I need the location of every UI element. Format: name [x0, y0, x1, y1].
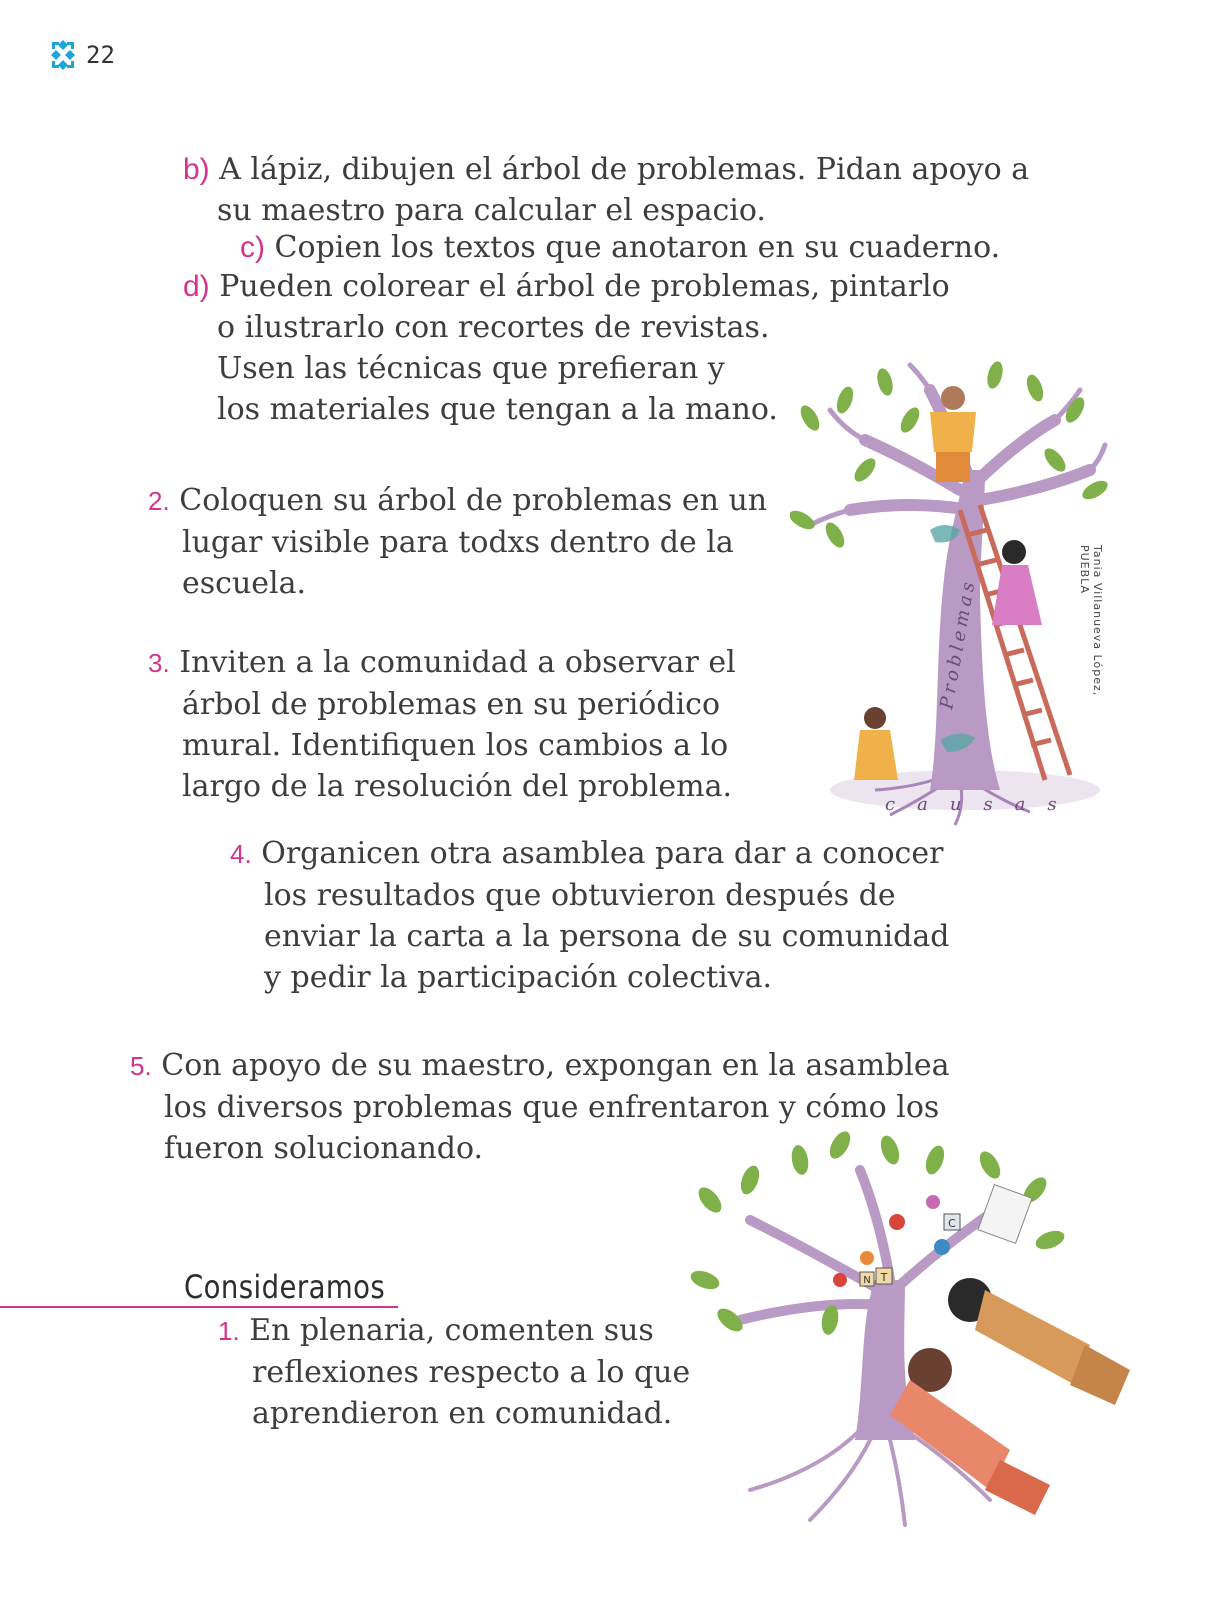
item-text: y pedir la participación colectiva. [264, 960, 773, 995]
list-item-4 [230, 833, 949, 998]
block-letter: C [948, 1217, 956, 1230]
item-text: fueron solucionando. [164, 1131, 484, 1166]
item-label: d) [183, 270, 210, 303]
item-label: b) [183, 153, 210, 186]
tree-children-illustration [690, 1130, 1140, 1530]
book-logo-icon [48, 38, 78, 72]
page-header [48, 38, 115, 72]
item-text: los resultados que obtuvieron después de [264, 878, 896, 913]
item-text: o ilustrarlo con recortes de revistas. [217, 310, 770, 345]
section-list-item-1 [218, 1310, 690, 1434]
list-item-c [240, 227, 1000, 268]
item-text: largo de la resolución del problema. [182, 769, 733, 804]
item-number: 5. [130, 1051, 152, 1081]
item-text: Coloquen su árbol de problemas en un [179, 483, 768, 518]
item-text: Organicen otra asamblea para dar a conocer [261, 836, 944, 871]
item-number: 2. [148, 486, 170, 516]
problem-tree-illustration [790, 350, 1110, 830]
block-letter: N [863, 1275, 871, 1286]
item-text: enviar la carta a la persona de su comunidad [264, 919, 950, 954]
item-text: En plenaria, comenten sus [249, 1313, 654, 1348]
item-text: árbol de problemas en su periódico [182, 687, 721, 722]
item-text: A lápiz, dibujen el árbol de problemas. Pidan apoyo a [219, 152, 1030, 187]
illustration-credit: Tania Villanueva López, PUEBLA [1078, 545, 1104, 697]
list-item-b [183, 149, 1029, 231]
item-number: 1. [218, 1316, 240, 1346]
section-divider [0, 1306, 398, 1308]
item-text: Con apoyo de su maestro, expongan en la asamblea [161, 1048, 950, 1083]
section-heading: Consideramos [184, 1268, 386, 1306]
item-text: aprendieron en comunidad. [252, 1396, 673, 1431]
item-number: 4. [230, 839, 252, 869]
item-text: Copien los textos que anotaron en su cuaderno. [274, 230, 1001, 265]
item-text: reflexiones respecto a lo que [252, 1355, 691, 1390]
item-text: Usen las técnicas que prefieran y [217, 351, 725, 386]
page-number: 22 [86, 41, 115, 69]
item-text: los materiales que tengan a la mano. [217, 392, 778, 427]
item-text: escuela. [182, 566, 307, 601]
item-text: mural. Identifiquen los cambios a lo [182, 728, 729, 763]
roots-word: causas [885, 794, 1079, 815]
list-item-2 [148, 480, 767, 604]
trunk-word: Problemas [936, 576, 980, 711]
item-text: Inviten a la comunidad a observar el [179, 645, 736, 680]
item-number: 3. [148, 648, 170, 678]
item-text: su maestro para calcular el espacio. [217, 193, 766, 228]
item-text: los diversos problemas que enfrentaron y cómo los [164, 1090, 940, 1125]
item-text: Pueden colorear el árbol de problemas, pintarlo [219, 269, 950, 304]
list-item-3 [148, 642, 736, 807]
item-label: c) [240, 231, 265, 264]
item-text: lugar visible para todxs dentro de la [182, 525, 734, 560]
block-letter: T [880, 1271, 888, 1284]
